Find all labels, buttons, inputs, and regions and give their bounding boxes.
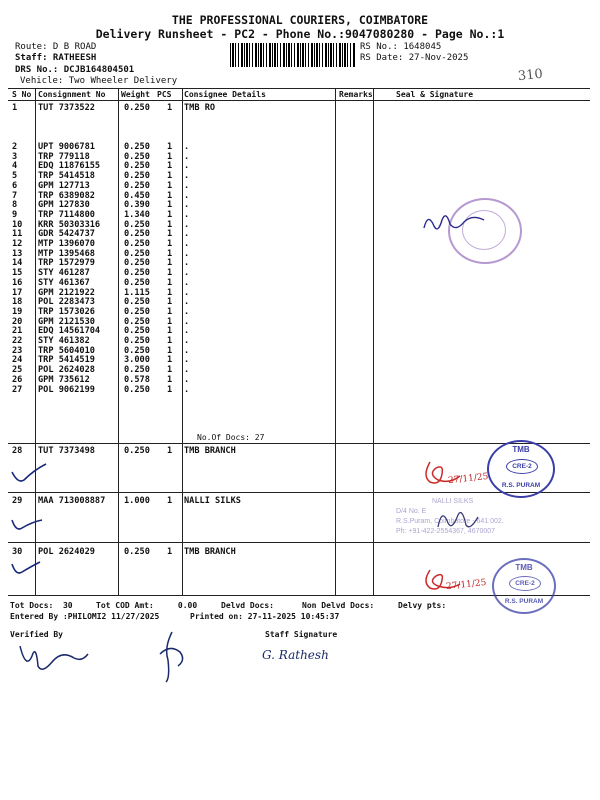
row-sno: 5 <box>12 171 18 182</box>
row-pcs: 1 <box>167 229 173 240</box>
row-weight: 0.250 <box>124 316 150 327</box>
drs-number: DRS No.: DCJB164804501 <box>15 65 135 75</box>
row-consignment: GPM 2121530 <box>38 316 95 327</box>
tot-docs: Tot Docs: 30 <box>10 601 73 610</box>
row-consignment: MTP 1396070 <box>38 239 95 249</box>
row-weight: 0.250 <box>124 446 150 456</box>
row-weight: 0.250 <box>124 171 150 182</box>
row-weight: 0.250 <box>124 306 150 317</box>
row-weight: 0.250 <box>124 384 150 395</box>
col-divider-4 <box>335 88 336 595</box>
col-sno: S No <box>12 90 32 99</box>
row-pcs: 1 <box>167 326 173 337</box>
row-pcs: 1 <box>167 161 173 172</box>
route-label: Route: D B ROAD <box>15 42 97 52</box>
sign-date-row30: 27/11/25 <box>445 577 487 593</box>
row-pcs: 1 <box>167 200 173 211</box>
col-consignee: Consignee Details <box>184 90 266 99</box>
stamp-line: NALLI SILKS <box>432 498 474 505</box>
row-details: . <box>184 190 190 201</box>
row-consignment: STY 461287 <box>38 268 90 279</box>
row-weight: 0.250 <box>124 219 150 230</box>
row-consignment: GPM 735612 <box>38 374 90 385</box>
row-weight: 0.250 <box>124 277 150 288</box>
tmb-stamp-mid: CRE-2 <box>509 576 541 591</box>
row-details: . <box>184 258 190 269</box>
row-consignment: TRP 5414518 <box>38 171 95 182</box>
row-consignment: TUT 7373522 <box>38 103 95 113</box>
row-sno: 12 <box>12 239 23 249</box>
row-sno: 18 <box>12 297 23 308</box>
row-sno: 10 <box>12 219 23 230</box>
row-consignment: GPM 2121922 <box>38 287 95 298</box>
barcode <box>230 43 355 67</box>
row-weight: 0.250 <box>124 151 150 162</box>
row-weight: 3.000 <box>124 355 150 366</box>
delvy-pts: Delvy pts: <box>398 601 447 610</box>
row-details: . <box>184 142 190 152</box>
verified-by: Verified By <box>10 630 63 639</box>
row-pcs: 1 <box>167 297 173 308</box>
non-delvd-docs: Non Delvd Docs: <box>302 601 375 610</box>
row-consignment: UPT 9006781 <box>38 142 95 152</box>
runsheet-subtitle: Delivery Runsheet - PC2 - Phone No.:9047080280 - Page No.:1 <box>95 27 505 41</box>
row-consignment: STY 461382 <box>38 336 90 346</box>
tmb-stamp-top: TMB <box>512 445 530 454</box>
row-weight: 1.340 <box>124 209 150 220</box>
row-sno: 4 <box>12 161 18 172</box>
row-consignment: POL 2624029 <box>38 547 95 557</box>
row-consignment: POL 2283473 <box>38 297 95 308</box>
row-pcs: 1 <box>167 277 173 288</box>
row-pcs: 1 <box>167 446 173 456</box>
row-pcs: 1 <box>167 355 173 366</box>
tick-mark-icon <box>10 462 50 488</box>
col-pcs: PCS <box>157 90 172 99</box>
row-pcs: 1 <box>167 496 173 506</box>
row-sno: 6 <box>12 180 18 191</box>
row-sno: 29 <box>12 496 23 506</box>
row-details: . <box>184 316 190 327</box>
table-header-line <box>8 100 590 101</box>
row-consignment: EDQ 11876155 <box>38 161 101 172</box>
row-pcs: 1 <box>167 219 173 230</box>
row-weight: 0.250 <box>124 547 150 557</box>
row-consignment: MAA 713008887 <box>38 496 106 506</box>
row-details: NALLI SILKS <box>184 496 241 506</box>
row-consignment: KRR 50303316 <box>38 219 101 230</box>
row-details: . <box>184 239 190 249</box>
row-details: . <box>184 306 190 317</box>
stamp-line: Ph: +91-422-2554367, 4670007 <box>396 528 496 535</box>
row-weight: 0.250 <box>124 258 150 269</box>
row-details: . <box>184 180 190 191</box>
staff-label: Staff: RATHEESH <box>15 53 97 63</box>
row-details: TMB RO <box>184 103 216 113</box>
tmb-stamp-bottom: R.S. PURAM <box>504 598 544 605</box>
stamp-line: D/4 No. E <box>396 508 427 515</box>
row-details: . <box>184 248 190 259</box>
row-consignment: POL 9062199 <box>38 384 95 395</box>
col-remarks: Remarks <box>339 90 373 99</box>
row-sno: 1 <box>12 103 18 113</box>
rs-number: RS No.: 1648045 <box>360 42 442 52</box>
row-pcs: 1 <box>167 190 173 201</box>
row-pcs: 1 <box>167 103 173 113</box>
tick-mark-icon <box>10 512 50 534</box>
row-sno: 15 <box>12 268 23 279</box>
row-weight: 0.250 <box>124 365 150 376</box>
staff-sign-handwritten: G. Rathesh <box>262 648 329 662</box>
row-details: . <box>184 287 190 298</box>
row-pcs: 1 <box>167 180 173 191</box>
row-consignment: TRP 5604010 <box>38 345 95 356</box>
row-sno: 9 <box>12 209 18 220</box>
row-weight: 0.250 <box>124 161 150 172</box>
row-sno: 21 <box>12 326 23 337</box>
row-sno: 3 <box>12 151 18 162</box>
row-consignment: EDQ 14561704 <box>38 326 101 337</box>
col-divider-2 <box>118 88 119 595</box>
row-pcs: 1 <box>167 239 173 249</box>
row-pcs: 1 <box>167 336 173 346</box>
col-seal: Seal & Signature <box>396 90 474 99</box>
vehicle-label: Vehicle: Two Wheeler Delivery <box>20 76 178 86</box>
signature-group1 <box>420 208 490 238</box>
row-weight: 0.250 <box>124 345 150 356</box>
tot-cod: Tot COD Amt: 0.00 <box>96 601 198 610</box>
row-details: . <box>184 384 190 395</box>
row-weight: 0.250 <box>124 142 150 152</box>
row-details: . <box>184 365 190 376</box>
row-consignment: TRP 779118 <box>38 151 90 162</box>
stamp-line: R.S.Puram, Coimbatore - 641 002. <box>396 518 504 525</box>
row-weight: 0.250 <box>124 239 150 249</box>
row-consignment: TRP 5414519 <box>38 355 95 366</box>
row-consignment: POL 2624028 <box>38 365 95 376</box>
sign-date-row28: 27/11/25 <box>447 471 489 487</box>
row-details: . <box>184 200 190 211</box>
row-details: . <box>184 374 190 385</box>
second-signature <box>150 630 195 685</box>
divider-row29 <box>8 542 590 543</box>
col-weight: Weight <box>121 90 150 99</box>
row-pcs: 1 <box>167 345 173 356</box>
row-details: . <box>184 345 190 356</box>
row-pcs: 1 <box>167 268 173 279</box>
row-weight: 0.250 <box>124 248 150 259</box>
row-sno: 17 <box>12 287 23 298</box>
row-details: . <box>184 219 190 230</box>
row-sno: 7 <box>12 190 18 201</box>
rs-date: RS Date: 27-Nov-2025 <box>360 53 469 63</box>
row-pcs: 1 <box>167 287 173 298</box>
row-sno: 24 <box>12 355 23 366</box>
row-consignment: GDR 5424737 <box>38 229 95 240</box>
row-weight: 0.578 <box>124 374 150 385</box>
row-consignment: TRP 1572979 <box>38 258 95 269</box>
row-sno: 16 <box>12 277 23 288</box>
row-weight: 0.250 <box>124 297 150 308</box>
row-details: TMB BRANCH <box>184 547 236 557</box>
row-sno: 26 <box>12 374 23 385</box>
row-details: . <box>184 297 190 308</box>
row-pcs: 1 <box>167 248 173 259</box>
row-pcs: 1 <box>167 547 173 557</box>
entered-by: Entered By :PHILOMI2 11/27/2025 <box>10 612 160 621</box>
row-details: . <box>184 209 190 220</box>
row-details: . <box>184 161 190 172</box>
tmb-stamp <box>492 558 556 614</box>
signature-row29 <box>432 505 482 533</box>
company-title: THE PROFESSIONAL COURIERS, COIMBATORE <box>171 13 429 27</box>
row-sno: 27 <box>12 384 23 395</box>
row-weight: 0.250 <box>124 229 150 240</box>
staff-signature-label: Staff Signature <box>265 630 338 639</box>
row-weight: 0.250 <box>124 336 150 346</box>
row-pcs: 1 <box>167 258 173 269</box>
row-sno: 25 <box>12 365 23 376</box>
row-sno: 22 <box>12 336 23 346</box>
col-consignment: Consignment No <box>38 90 106 99</box>
row-consignment: GPM 127830 <box>38 200 90 211</box>
row-details: . <box>184 277 190 288</box>
row-sno: 23 <box>12 345 23 356</box>
row-sno: 2 <box>12 142 18 152</box>
row-sno: 19 <box>12 306 23 317</box>
row-consignment: MTP 1395468 <box>38 248 95 259</box>
row-details: . <box>184 326 190 337</box>
row-sno: 14 <box>12 258 23 269</box>
row-consignment: GPM 127713 <box>38 180 90 191</box>
handwritten-note: 310 <box>517 66 544 85</box>
row-sno: 8 <box>12 200 18 211</box>
row-consignment: STY 461367 <box>38 277 90 288</box>
row-pcs: 1 <box>167 365 173 376</box>
tmb-stamp-top: TMB <box>515 563 533 572</box>
row-weight: 0.450 <box>124 190 150 201</box>
row-sno: 13 <box>12 248 23 259</box>
delvd-docs: Delvd Docs: <box>221 601 274 610</box>
col-divider-3 <box>182 88 183 595</box>
printed-on: Printed on: 27-11-2025 10:45:37 <box>190 612 340 621</box>
col-divider-5 <box>373 88 374 595</box>
row-weight: 0.390 <box>124 200 150 211</box>
table-top-line <box>8 88 590 89</box>
row-details: TMB BRANCH <box>184 446 236 456</box>
tmb-stamp <box>487 440 555 498</box>
row-pcs: 1 <box>167 316 173 327</box>
tmb-stamp-mid: CRE-2 <box>506 459 538 474</box>
row-details: . <box>184 151 190 162</box>
row-weight: 1.115 <box>124 287 150 298</box>
row-details: . <box>184 229 190 240</box>
row-pcs: 1 <box>167 384 173 395</box>
tmb-stamp-bottom: R.S. PURAM <box>501 482 541 489</box>
row-sno: 11 <box>12 229 23 240</box>
verifier-signature <box>12 636 92 678</box>
no-of-docs: No.Of Docs: 27 <box>197 433 265 442</box>
row-consignment: TRP 1573026 <box>38 306 95 317</box>
row-details: . <box>184 268 190 279</box>
row-pcs: 1 <box>167 142 173 152</box>
tick-mark-icon <box>10 558 50 580</box>
row-pcs: 1 <box>167 151 173 162</box>
row-weight: 0.250 <box>124 326 150 337</box>
row-sno: 28 <box>12 446 23 456</box>
row-details: . <box>184 355 190 366</box>
row-pcs: 1 <box>167 374 173 385</box>
row-weight: 0.250 <box>124 180 150 191</box>
row-details: . <box>184 171 190 182</box>
row-consignment: TUT 7373498 <box>38 446 95 456</box>
row-sno: 30 <box>12 547 23 557</box>
row-weight: 1.000 <box>124 496 150 506</box>
row-pcs: 1 <box>167 306 173 317</box>
row-details: . <box>184 336 190 346</box>
row-pcs: 1 <box>167 171 173 182</box>
row-weight: 0.250 <box>124 268 150 279</box>
row-sno: 20 <box>12 316 23 327</box>
row-weight: 0.250 <box>124 103 150 113</box>
row-pcs: 1 <box>167 209 173 220</box>
row-consignment: TRP 7114800 <box>38 209 95 220</box>
row-consignment: TRP 6389082 <box>38 190 95 201</box>
